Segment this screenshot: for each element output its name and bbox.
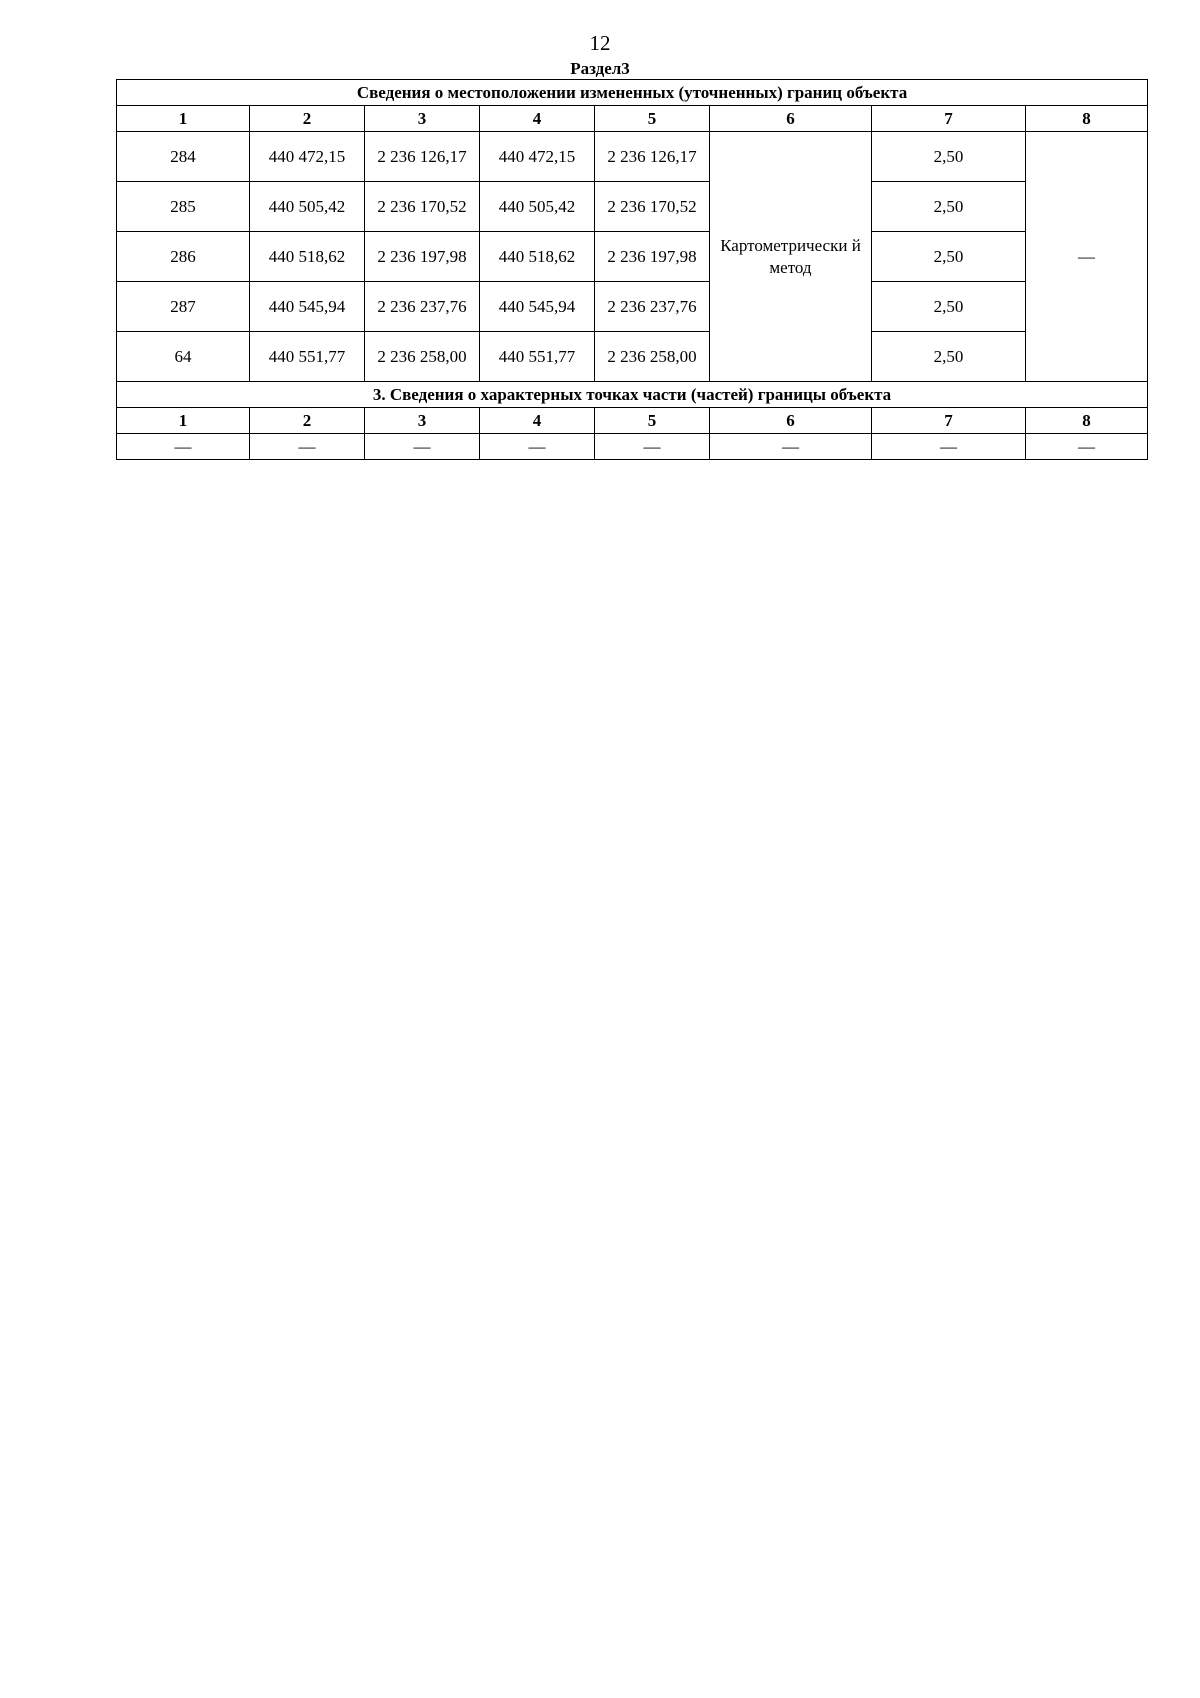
table-row xyxy=(117,132,1148,182)
coordinate-y-new: 2 236 237,76 xyxy=(595,282,710,332)
coordinate-x-new: 440 518,62 xyxy=(480,232,595,282)
point-number: 285 xyxy=(117,182,250,232)
coordinate-x-new: 440 545,94 xyxy=(480,282,595,332)
coordinate-x-existing: 440 505,42 xyxy=(250,182,365,232)
empty-cell: — xyxy=(872,434,1026,460)
coordinate-y-existing: 2 236 126,17 xyxy=(365,132,480,182)
empty-cell: — xyxy=(480,434,595,460)
table1-caption: Сведения о местоположении измененных (уточненных) границ объекта xyxy=(117,80,1148,106)
table-row xyxy=(117,182,1148,232)
column8-value: — xyxy=(1026,132,1148,382)
coordinate-x-existing: 440 545,94 xyxy=(250,282,365,332)
column-number: 4 xyxy=(480,106,595,132)
coordinate-x-existing: 440 551,77 xyxy=(250,332,365,382)
empty-cell: — xyxy=(365,434,480,460)
accuracy-value: 2,50 xyxy=(872,182,1026,232)
column-number: 3 xyxy=(365,408,480,434)
accuracy-value: 2,50 xyxy=(872,132,1026,182)
accuracy-value: 2,50 xyxy=(872,232,1026,282)
coordinate-y-new: 2 236 197,98 xyxy=(595,232,710,282)
table1-column-numbers xyxy=(117,106,1148,132)
table2-caption: 3. Сведения о характерных точках части (частей) границы объекта xyxy=(117,382,1148,408)
column-number: 1 xyxy=(117,106,250,132)
coordinate-x-new: 440 505,42 xyxy=(480,182,595,232)
column-number: 7 xyxy=(872,408,1026,434)
method-cell: Картометрически й метод xyxy=(710,132,872,382)
table-row xyxy=(117,232,1148,282)
coordinate-y-new: 2 236 126,17 xyxy=(595,132,710,182)
empty-cell: — xyxy=(250,434,365,460)
section-title: Раздел3 xyxy=(570,59,630,78)
column-number: 5 xyxy=(595,408,710,434)
coordinate-y-new: 2 236 258,00 xyxy=(595,332,710,382)
coordinate-y-new: 2 236 170,52 xyxy=(595,182,710,232)
coordinate-y-existing: 2 236 237,76 xyxy=(365,282,480,332)
coordinate-y-existing: 2 236 258,00 xyxy=(365,332,480,382)
accuracy-value: 2,50 xyxy=(872,282,1026,332)
column-number: 8 xyxy=(1026,106,1148,132)
column-number: 5 xyxy=(595,106,710,132)
empty-cell: — xyxy=(710,434,872,460)
column-number: 2 xyxy=(250,408,365,434)
column-number: 1 xyxy=(117,408,250,434)
column-number: 2 xyxy=(250,106,365,132)
boundary-table xyxy=(116,79,1148,460)
column-number: 7 xyxy=(872,106,1026,132)
page-number: 12 xyxy=(589,31,611,55)
table-row xyxy=(117,434,1148,460)
column-number: 4 xyxy=(480,408,595,434)
point-number: 284 xyxy=(117,132,250,182)
coordinate-x-existing: 440 518,62 xyxy=(250,232,365,282)
coordinate-x-new: 440 551,77 xyxy=(480,332,595,382)
empty-cell: — xyxy=(595,434,710,460)
coordinate-y-existing: 2 236 197,98 xyxy=(365,232,480,282)
coordinate-y-existing: 2 236 170,52 xyxy=(365,182,480,232)
column-number: 8 xyxy=(1026,408,1148,434)
column-number: 6 xyxy=(710,106,872,132)
table2-column-numbers xyxy=(117,408,1148,434)
table-row xyxy=(117,332,1148,382)
coordinate-x-new: 440 472,15 xyxy=(480,132,595,182)
empty-cell: — xyxy=(1026,434,1148,460)
accuracy-value: 2,50 xyxy=(872,332,1026,382)
column-number: 3 xyxy=(365,106,480,132)
coordinate-x-existing: 440 472,15 xyxy=(250,132,365,182)
table1-caption-row xyxy=(117,80,1148,106)
point-number: 287 xyxy=(117,282,250,332)
table2-caption-row xyxy=(117,382,1148,408)
column-number: 6 xyxy=(710,408,872,434)
point-number: 64 xyxy=(117,332,250,382)
point-number: 286 xyxy=(117,232,250,282)
empty-cell: — xyxy=(117,434,250,460)
table-row xyxy=(117,282,1148,332)
